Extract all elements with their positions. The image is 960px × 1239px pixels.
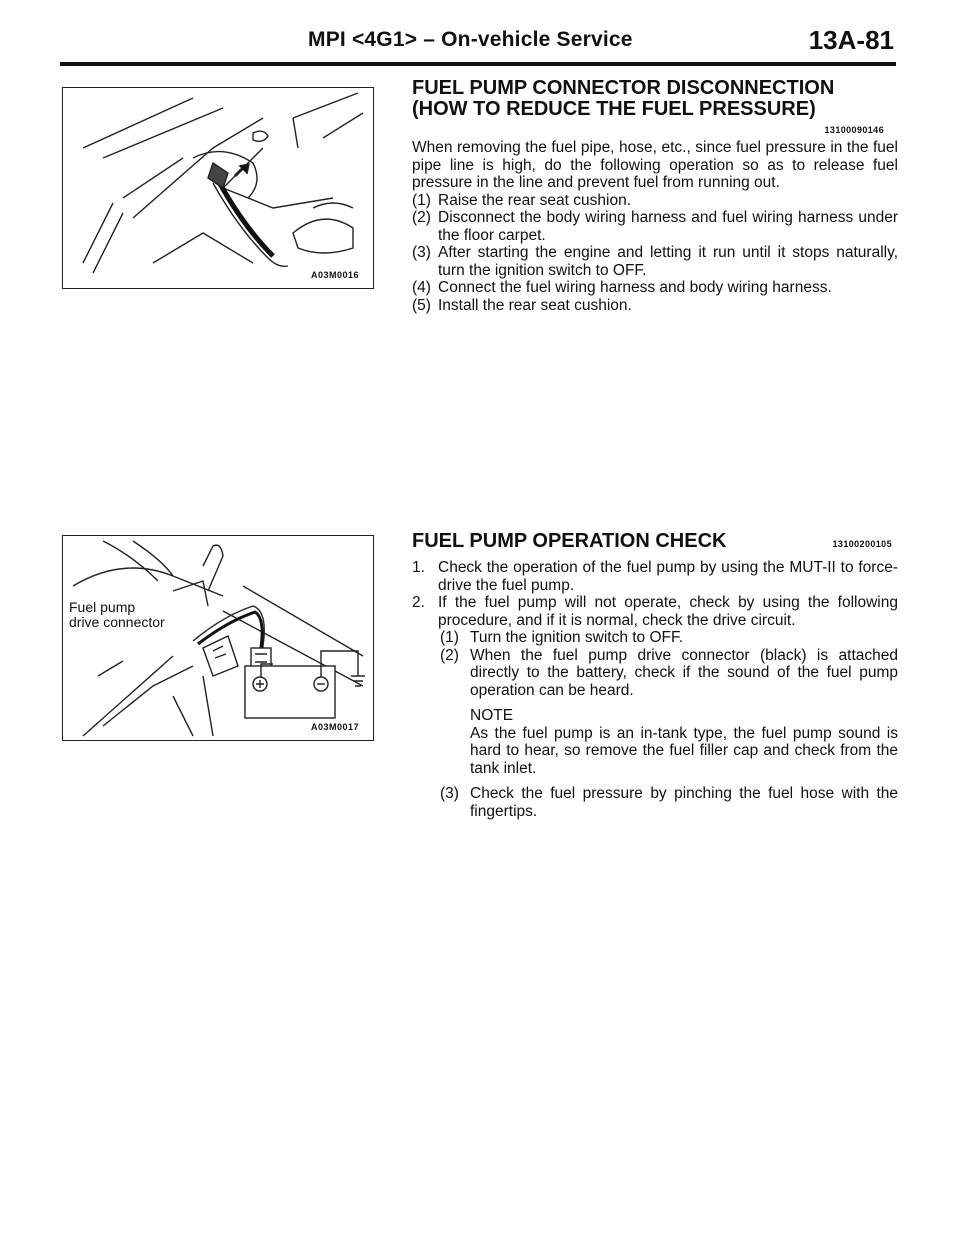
connector-battery-illustration	[63, 536, 373, 740]
connector-illustration-1	[63, 88, 373, 288]
note-label: NOTE	[470, 707, 514, 724]
section-connector-disconnection	[412, 78, 898, 314]
section-body	[412, 139, 898, 314]
section-title-line-1: FUEL PUMP CONNECTOR DISCONNECTION	[412, 77, 835, 99]
note-block	[412, 707, 898, 777]
step-item: (5) Install the rear seat cushion.	[412, 296, 632, 314]
substep-item: (3) Check the fuel pressure by pinching the fuel hose with the fingertips.	[440, 785, 898, 820]
section-operation-check	[412, 531, 898, 820]
section2-body	[412, 559, 898, 820]
section-intro: When removing the fuel pipe, hose, etc., since fuel pressure in the fuel pipe line is high, do the following operation so as to release fuel pressure in the line and prevent fuel from running out.	[412, 139, 898, 191]
page-header	[60, 25, 898, 64]
substep-item: (2) When the fuel pump drive connector (black) is attached directly to the battery, check if the sound of the fuel pump operation can be heard.	[440, 646, 898, 699]
header-rule	[60, 62, 896, 66]
callout-line-2: drive connector	[69, 614, 165, 630]
page-title: MPI <4G1> – On-vehicle Service	[308, 28, 633, 51]
step-item: (2) Disconnect the body wiring harness and fuel wiring harness under the floor carpet.	[412, 209, 898, 244]
page-number: 13A-81	[808, 25, 894, 55]
figure-rear-floor-connector	[62, 87, 374, 289]
figure-fuel-pump-drive-connector	[62, 535, 374, 741]
figure-code: A03M0017	[310, 722, 359, 732]
section2-ref-number: 13100200105	[832, 539, 892, 549]
step-item: (4) Connect the fuel wiring harness and body wiring harness.	[412, 279, 832, 296]
section2-title: FUEL PUMP OPERATION CHECK	[412, 530, 727, 552]
callout-line-1: Fuel pump	[69, 599, 136, 615]
note-text: As the fuel pump is an in-tank type, the fuel pump sound is hard to hear, so remove the fuel filler cap and check from the tank inlet.	[470, 724, 898, 777]
step-item: (3) After starting the engine and letting it run until it stops naturally, turn the ignition switch to OFF.	[412, 244, 898, 279]
step-item: (1) Raise the rear seat cushion.	[412, 191, 631, 209]
section-title-line-2: (HOW TO REDUCE THE FUEL PRESSURE)	[412, 98, 816, 120]
section-ref-number: 13100090146	[824, 125, 884, 135]
check-item: 2. If the fuel pump will not operate, check by using the following procedure, and if it is normal, check the drive circuit.	[412, 594, 898, 629]
check-item: 1. Check the operation of the fuel pump by using the MUT-II to force-drive the fuel pump.	[412, 559, 898, 594]
figure-callout	[69, 600, 165, 630]
figure-code: A03M0016	[310, 270, 359, 280]
substep-item: (1) Turn the ignition switch to OFF.	[440, 629, 684, 646]
